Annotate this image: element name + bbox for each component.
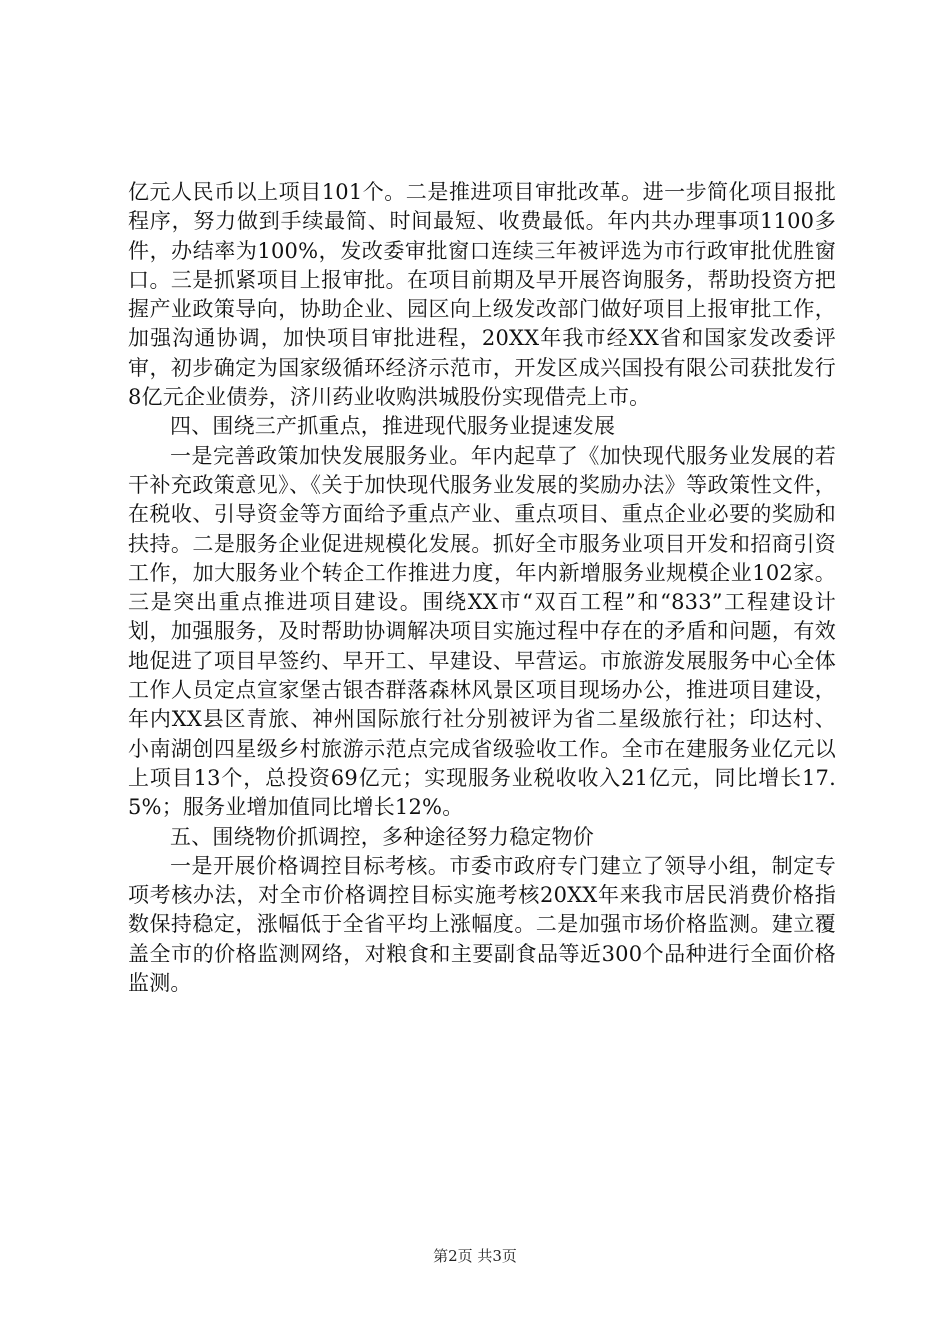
document-body [128,178,836,998]
section-heading-prices: 五、围绕物价抓调控，多种途径努力稳定物价 [170,824,594,849]
paragraph-prices: 一是开展价格调控目标考核。市委市政府专门建立了领导小组，制定专项考核办法，对全市价格调控目标实施考核20XX年来我市居民消费价格指数保持稳定，涨幅低于全省平均上涨幅度。二是加强市场价格监测。建立覆盖全市的价格监测网络，对粮食和主要副食品等近300个品种进行全面价格监测。 [128,853,836,996]
paragraph-services: 一是完善政策加快发展服务业。年内起草了《加快现代服务业发展的若干补充政策意见》、《关于加快现代服务业发展的奖励办法》等政策性文件，在税收、引导资金等方面给予重点产业、重点项目、重点企业必要的奖励和扶持。二是服务企业促进规模化发展。抓好全市服务业项目开发和招商引资工作，加大服务业个转企工作推进力度，年内新增服务业规模企业102家。三是突出重点推进项目建设。围绕XX市“双百工程”和“833”工程建设计划，加强服务，及时帮助协调解决项目实施过程中存在的矛盾和问题，有效地促进了项目早签约、早开工、早建设、早营运。市旅游发展服务中心全体工作人员定点宣家堡古银杏群落森林风景区项目现场办公，推进项目建设，年内XX县区青旅、神州国际旅行社分别被评为省二星级旅行社；印达村、小南湖创四星级乡村旅游示范点完成省级验收工作。全市在建服务业亿元以上项目13个，总投资69亿元；实现服务业税收收入21亿元，同比增长17.5%；服务业增加值同比增长12%。 [128,443,836,820]
section-heading-services: 四、围绕三产抓重点，推进现代服务业提速发展 [170,414,616,439]
page-number-footer: 第2页 共3页 [433,1247,517,1265]
paragraph-project-approval: 亿元人民币以上项目101个。二是推进项目审批改革。进一步简化项目报批程序，努力做到手续最简、时间最短、收费最低。年内共办理事项1100多件，办结率为100%，发改委审批窗口连续三年被评选为市行政审批优胜窗口。三是抓紧项目上报审批。在项目前期及早开展咨询服务，帮助投资方把握产业政策导向，协助企业、园区向上级发改部门做好项目上报审批工作，加强沟通协调，加快项目审批进程，20XX年我市经XX省和国家发改委评审，初步确定为国家级循环经济示范市，开发区成兴国投有限公司获批发行8亿元企业债券，济川药业收购洪城股份实现借壳上市。 [128,180,836,410]
